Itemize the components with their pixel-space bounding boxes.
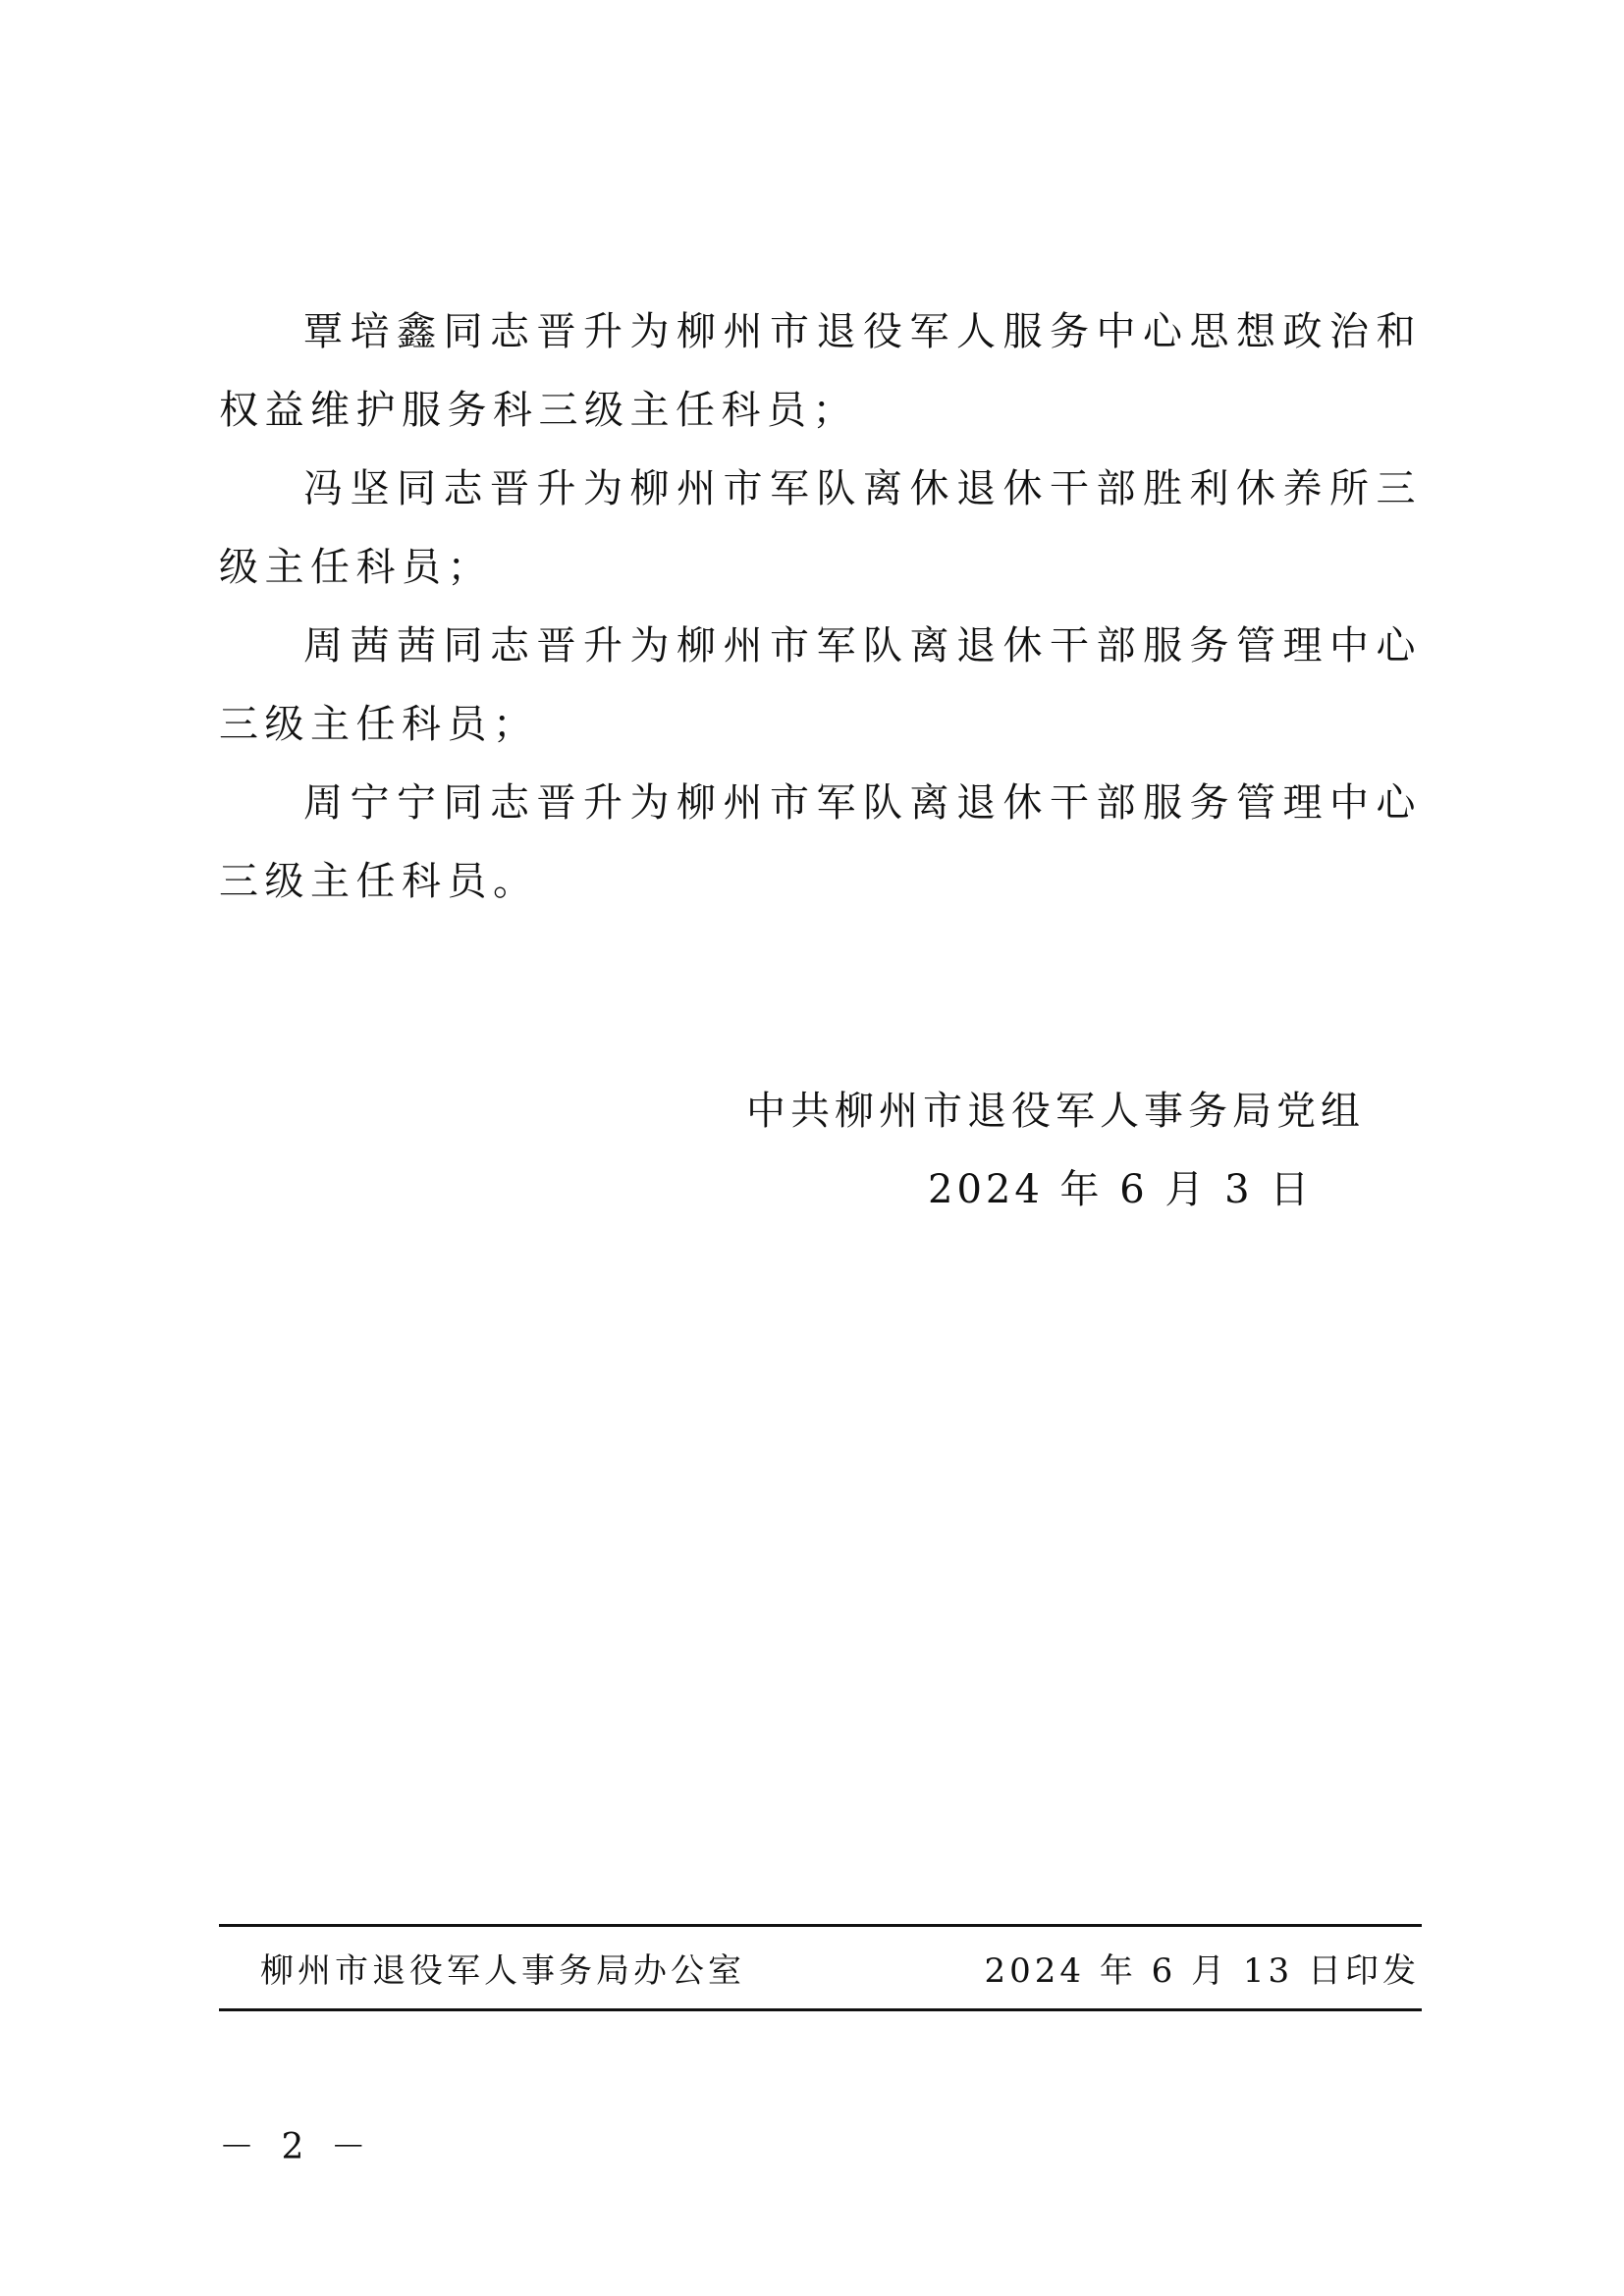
paragraph-promotion-1: 覃培鑫同志晋升为柳州市退役军人服务中心思想政治和权益维护服务科三级主任科员； xyxy=(219,309,1422,433)
paragraph-promotion-3: 周茜茜同志晋升为柳州市军队离退休干部服务管理中心三级主任科员； xyxy=(219,623,1422,747)
footer-bottom-rule xyxy=(219,2008,1422,2011)
signature-date: 2024 年 6 月 3 日 xyxy=(928,1167,1314,1212)
paragraph-promotion-2: 冯坚同志晋升为柳州市军队离休退休干部胜利休养所三级主任科员； xyxy=(219,466,1422,590)
paragraph-promotion-4: 周宁宁同志晋升为柳州市军队离退休干部服务管理中心三级主任科员。 xyxy=(219,780,1422,904)
footer-issuer: 柳州市退役军人事务局办公室 xyxy=(260,1951,745,1991)
signature-organization: 中共柳州市退役军人事务局党组 xyxy=(746,1089,1365,1134)
document-body xyxy=(219,293,1422,921)
footer-issue-date: 2024 年 6 月 13 日印发 xyxy=(984,1951,1420,1991)
page-number: － 2 － xyxy=(219,2127,374,2167)
footer-top-rule xyxy=(219,1924,1422,1927)
